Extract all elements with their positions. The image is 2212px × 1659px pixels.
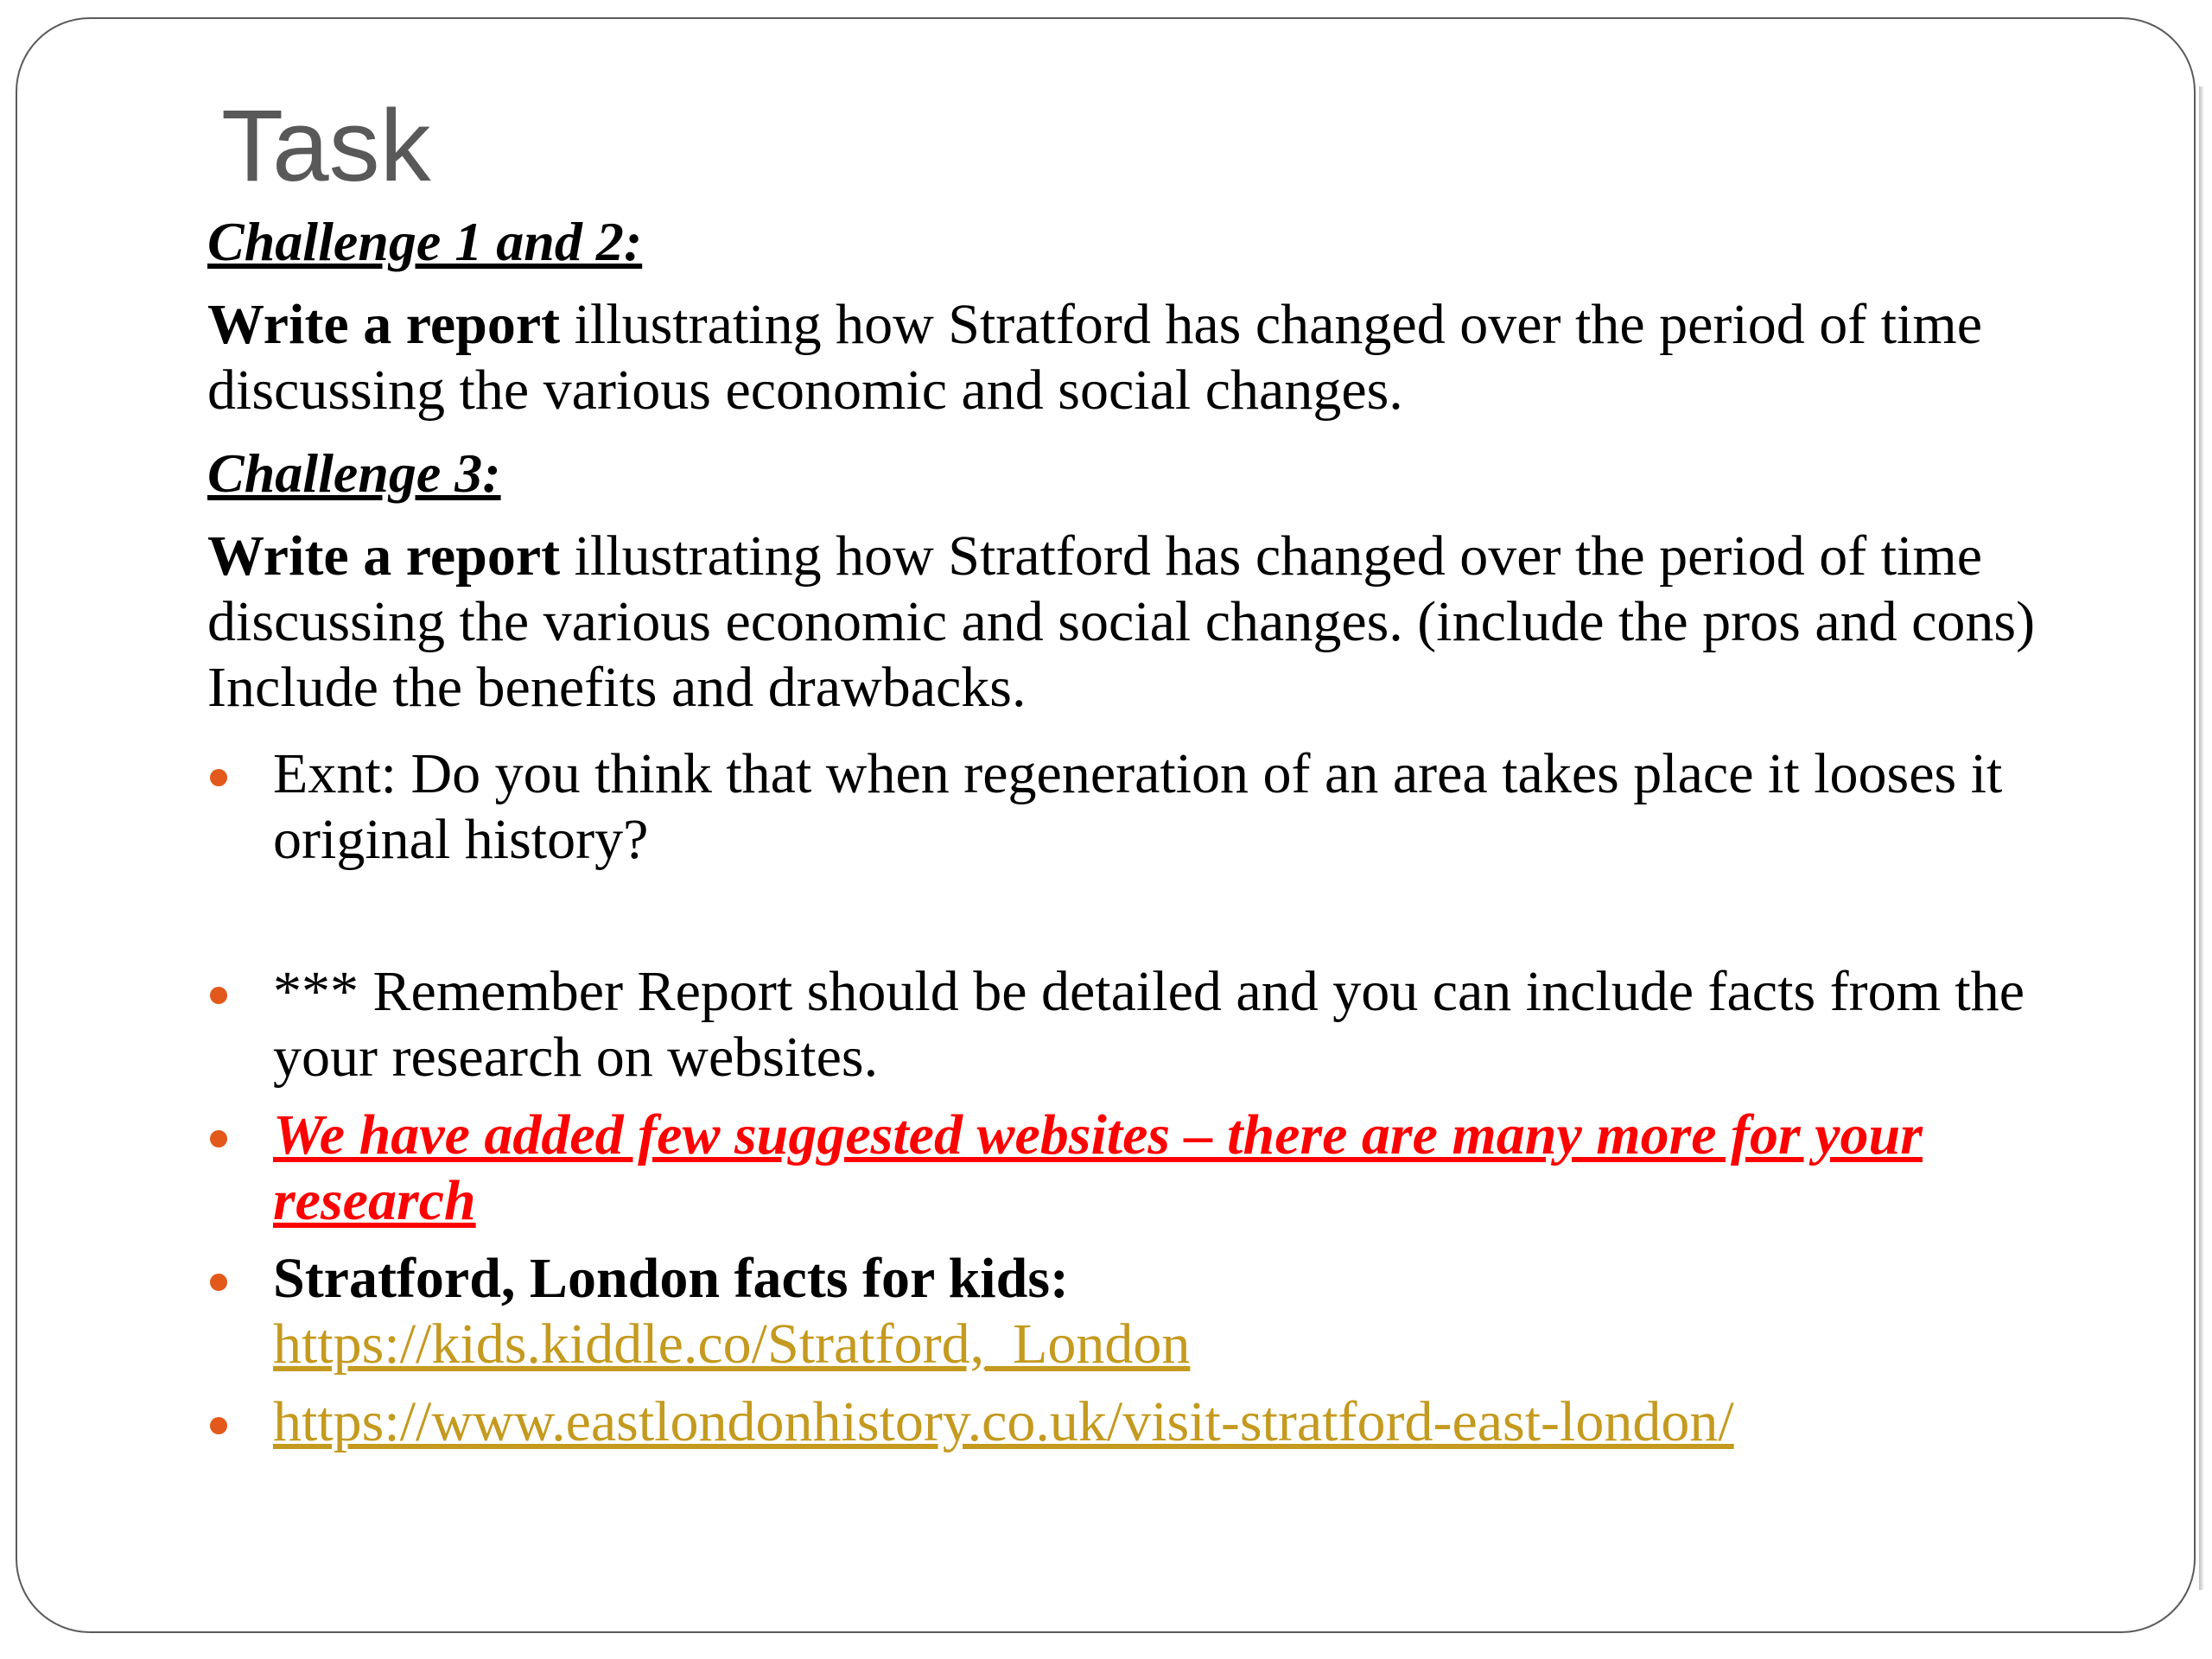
- kids-label: Stratford, London facts for kids:: [273, 1247, 1070, 1310]
- challenge-3-body: illustrating how Stratford has changed over the period of time discussing the various economic and social changes. (include the pros and cons) Include the benefits and drawbacks.: [207, 524, 2036, 719]
- list-item-websites-note: [207, 1103, 2121, 1234]
- challenge-1-2-text: [207, 292, 2121, 423]
- remember-text: *** Remember Report should be detailed and you can include facts from the your research on websites.: [273, 960, 2025, 1089]
- challenge-3-heading: Challenge 3:: [207, 442, 501, 504]
- bullet-dot-icon: [210, 1130, 227, 1147]
- extension-text: Exnt: Do you think that when regeneration of an area takes place it looses it original history?: [273, 742, 2003, 871]
- list-item-kids: [207, 1246, 2121, 1377]
- list-item-extension: [207, 741, 2121, 873]
- challenge-3-text: [207, 524, 2121, 721]
- websites-note-text: We have added few suggested websites – there are many more for your research: [273, 1103, 1923, 1232]
- bullet-dot-icon: [210, 769, 227, 786]
- list-item-eastlondon: [207, 1389, 2121, 1455]
- bullet-dot-icon: [210, 987, 227, 1004]
- challenge-1-2-bold-lead: Write a report: [207, 293, 561, 356]
- bullet-dot-icon: [210, 1274, 227, 1291]
- slide-body: [207, 204, 2121, 1455]
- bullet-dot-icon: [210, 1417, 227, 1434]
- bullet-list: [207, 741, 2121, 1455]
- challenge-1-2-body: illustrating how Stratford has changed over the period of time discussing the various economic and social changes.: [207, 293, 1983, 422]
- slide-title: Task: [221, 89, 431, 203]
- kids-kiddle-link[interactable]: https://kids.kiddle.co/Stratford,_London: [273, 1313, 1191, 1376]
- challenge-1-2-heading: Challenge 1 and 2:: [207, 211, 643, 272]
- eastlondon-history-link[interactable]: https://www.eastlondonhistory.co.uk/visit-stratford-east-london/: [273, 1390, 1734, 1453]
- list-item-remember: [207, 959, 2121, 1090]
- frame-shadow: [2199, 86, 2204, 1590]
- challenge-3-bold-lead: Write a report: [207, 524, 561, 588]
